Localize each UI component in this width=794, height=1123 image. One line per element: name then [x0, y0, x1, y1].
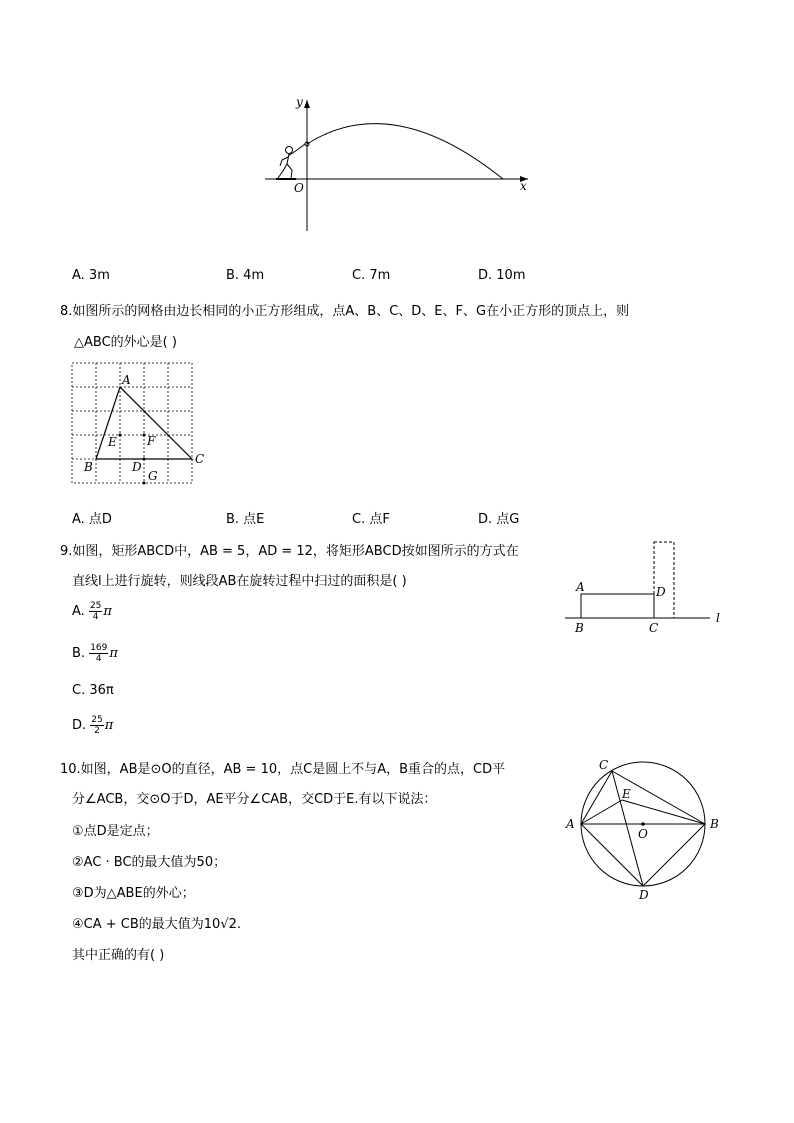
- q10-statement-2: ②AC · BC的最大值为50；: [72, 855, 227, 870]
- q7-option-a: A. 3m: [72, 268, 110, 283]
- figure-point-label: B: [84, 460, 93, 474]
- q7-option-b: B. 4m: [226, 268, 265, 283]
- q8-option-b: B. 点E: [226, 512, 265, 527]
- q8-option-c: C. 点F: [352, 512, 390, 527]
- figure-point-label: D: [639, 888, 649, 902]
- x-axis-label: x: [520, 179, 527, 193]
- q9-option-b: B. $\frac{169}{4}$ π: [72, 643, 118, 664]
- q9-option-d: D. $\frac{25}{2}$ π: [72, 715, 114, 736]
- origin-label: O: [294, 181, 304, 195]
- q10-stem-line1: 10.如图，AB是⊙O的直径，AB = 10，点C是圆上不与A，B重合的点，CD平: [60, 762, 506, 777]
- q8-stem-line2: △ABC的外心是( ): [74, 335, 177, 350]
- figure-point-label: A: [566, 817, 575, 831]
- q10-stem-line2: 分∠ACB，交⊙O于D，AE平分∠CAB，交CD于E.有以下说法：: [72, 792, 437, 807]
- q10-statement-3: ③D为△ABE的外心；: [72, 886, 195, 901]
- q10-question: 其中正确的有( ): [72, 948, 165, 963]
- figure-point-label: A: [576, 580, 585, 594]
- q7-option-d: D. 10m: [478, 268, 526, 283]
- q7-option-c: C. 7m: [352, 268, 391, 283]
- q9-option-a: A. $\frac{25}{4}$ π: [72, 601, 112, 622]
- figure-point-label: E: [622, 787, 631, 801]
- figure-point-label: F: [147, 434, 156, 448]
- q8-stem-line1: 8.如图所示的网格由边长相同的小正方形组成，点A、B、C、D、E、F、G在小正方形的顶点上，则: [60, 304, 630, 319]
- figure-point-label: D: [132, 460, 142, 474]
- figure-point-label: A: [122, 373, 131, 387]
- figure-point-label: G: [148, 469, 158, 483]
- q9-stem-line1: 9.如图，矩形ABCD中，AB = 5，AD = 12，将矩形ABCD按如图所示的方式在: [60, 544, 519, 559]
- q8-option-a: A. 点D: [72, 512, 112, 527]
- figure-point-label: B: [575, 621, 584, 635]
- figure-point-label: C: [599, 758, 609, 772]
- figure-point-label: C: [649, 621, 659, 635]
- figure-point-label: O: [638, 827, 648, 841]
- figure-point-label: l: [716, 611, 720, 625]
- figure-point-label: E: [108, 435, 117, 449]
- figure-point-label: C: [195, 452, 205, 466]
- figure-point-label: D: [656, 585, 666, 599]
- figure-point-label: B: [710, 817, 719, 831]
- q8-option-d: D. 点G: [478, 512, 520, 527]
- q9-option-c: C. 36π: [72, 683, 114, 698]
- q10-statement-1: ①点D是定点；: [72, 824, 159, 839]
- q10-statement-4: ④CA + CB的最大值为10√2.: [72, 917, 242, 932]
- q9-stem-line2: 直线l上进行旋转，则线段AB在旋转过程中扫过的面积是( ): [72, 574, 407, 589]
- y-axis-label: y: [296, 95, 303, 109]
